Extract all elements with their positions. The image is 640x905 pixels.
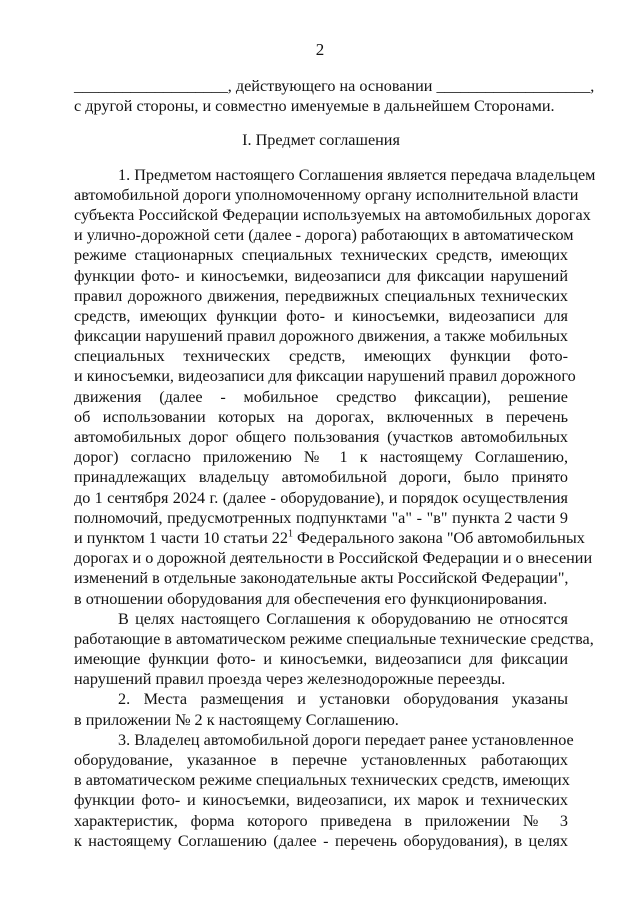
paragraph-line: В целях настоящего Соглашения к оборудованию не относятся bbox=[118, 609, 568, 628]
paragraph-line: имеющие функции фото- и киносъемки, видеозаписи для фиксации bbox=[74, 650, 568, 669]
paragraph-line: оборудование, указанное в перечне установленных работающих bbox=[74, 751, 568, 769]
paragraph-line: и улично-дорожной сети (далее - дорога) работающих в автоматическом bbox=[74, 226, 574, 245]
paragraph-line: об использовании которых на дорогах, включенных в перечень bbox=[74, 407, 568, 426]
paragraph-line: движения (далее - мобильное средство фиксации), решение bbox=[74, 387, 568, 406]
footnote-superscript: 1 bbox=[287, 528, 293, 540]
document-body bbox=[74, 76, 596, 851]
paragraph-line: к настоящему Соглашению (далее - перечень оборудования), в целях bbox=[74, 831, 568, 850]
paragraph-line: 3. Владелец автомобильной дороги передает ранее установленное bbox=[118, 730, 574, 749]
paragraph-line: изменений в отдельные законодательные акты Российской Федерации", bbox=[74, 569, 569, 588]
line-text-before: и пунктом 1 части 10 статьи 22 bbox=[74, 528, 288, 547]
paragraph-line: функции фото- и киносъемки, видеозаписи, их марок и технических bbox=[74, 791, 568, 810]
paragraph-line: полномочий, предусмотренных подпунктами "а" - "в" пункта 2 части 9 bbox=[74, 508, 568, 527]
paragraph-line: до 1 сентября 2024 г. (далее - оборудование), и порядок осуществления bbox=[74, 488, 568, 507]
paragraph-line: субъекта Российской Федерации используемых на автомобильных дорогах bbox=[74, 205, 591, 224]
paragraph-line: дорог) согласно приложению № 1 к настоящему Соглашению, bbox=[74, 448, 568, 467]
paragraph-line: фиксации нарушений правил дорожного движения, а также мобильных bbox=[74, 327, 568, 346]
paragraph-line: в отношении оборудования для обеспечения его функционирования. bbox=[74, 589, 548, 608]
paragraph-line: дорогах и о дорожной деятельности в Российской Федерации и о внесении bbox=[74, 549, 593, 568]
paragraph-line: средств, имеющих функции фото- и киносъемки, видеозаписи для bbox=[74, 306, 568, 325]
line-text-after: Федерального закона "Об автомобильных bbox=[292, 528, 585, 547]
paragraph-line: специальных технических средств, имеющих функции фото- bbox=[74, 347, 568, 366]
paragraph-line: функции фото- и киносъемки, видеозаписи для фиксации нарушений bbox=[74, 266, 568, 285]
paragraph-line: правил дорожного движения, передвижных специальных технических bbox=[74, 286, 568, 305]
section-title: I. Предмет соглашения bbox=[242, 131, 400, 150]
paragraph-line: автомобильных дорог общего пользования (участков автомобильных bbox=[74, 428, 568, 446]
paragraph-line: и киносъемки, видеозаписи для фиксации нарушений правил дорожного bbox=[74, 367, 576, 386]
page-number: 2 bbox=[315, 40, 325, 59]
preamble-line: ___________________, действующего на основании ___________________, bbox=[74, 77, 595, 95]
paragraph-line: в автоматическом режиме специальных технических средств, имеющих bbox=[74, 771, 570, 790]
paragraph-line: нарушений правил проезда через железнодорожные переезды. bbox=[74, 670, 506, 689]
paragraph-line: характеристик, форма которого приведена в приложении № 3 bbox=[74, 811, 568, 830]
paragraph-line: автомобильной дороги уполномоченному органу исполнительной власти bbox=[74, 185, 579, 204]
paragraph-line: 2. Места размещения и установки оборудования указаны bbox=[118, 690, 568, 709]
paragraph-line: принадлежащих владельцу автомобильной дороги, было принято bbox=[74, 468, 568, 487]
paragraph-line: в приложении № 2 к настоящему Соглашению. bbox=[74, 710, 399, 729]
paragraph-line: режиме стационарных специальных технических средств, имеющих bbox=[74, 246, 568, 265]
paragraph-line: работающие в автоматическом режиме специальные технические средства, bbox=[74, 629, 594, 648]
paragraph-line-with-footnote bbox=[74, 528, 585, 548]
paragraph-line: 1. Предметом настоящего Соглашения является передача владельцем bbox=[118, 165, 596, 184]
preamble-line: с другой стороны, и совместно именуемые в дальнейшем Сторонами. bbox=[74, 97, 555, 116]
